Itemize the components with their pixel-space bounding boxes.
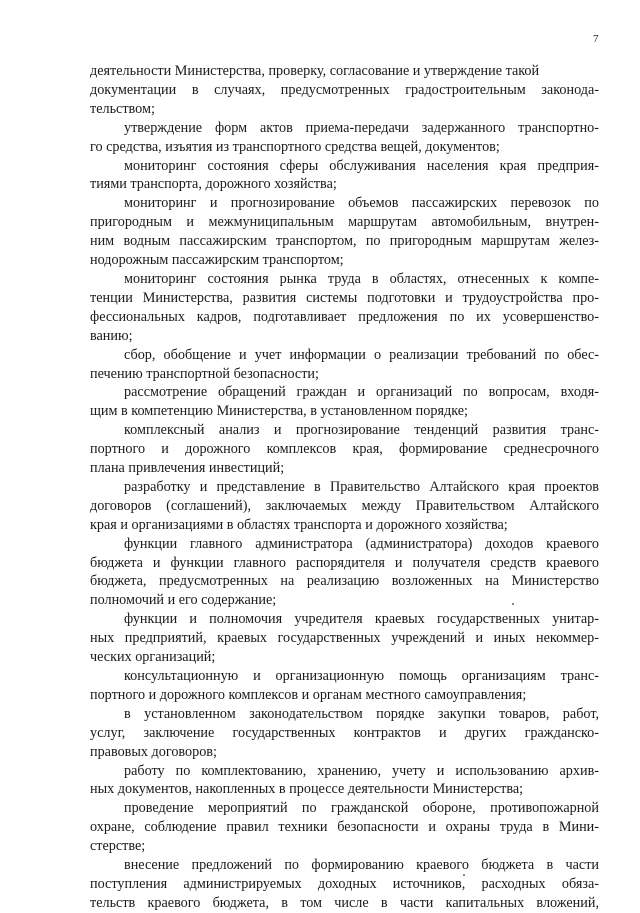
text-line: утверждение форм актов приема-передачи задержанного транспортно- — [124, 119, 599, 136]
text-line: в установленном законодательством порядке закупки товаров, работ, — [124, 705, 599, 722]
text-line: фессиональных кадров, подготавливает предложения по их усовершенство- — [90, 308, 599, 325]
text-line: тельств краевого бюджета, в том числе в части капитальных вложений, — [90, 894, 599, 911]
text-line: печению транспортной безопасности; — [90, 365, 319, 382]
text-line: тельством; — [90, 100, 155, 117]
text-line: ним водным пассажирским транспортом, по пригородным маршрутам желез- — [90, 233, 599, 250]
text-line: комплексный анализ и прогнозирование тенденций развития транс- — [124, 422, 599, 439]
text-line: договоров (соглашений), заключаемых между Правительством Алтайского — [90, 497, 599, 514]
text-line: щим в компетенцию Министерства, в установленном порядке; — [90, 403, 468, 420]
text-line: бюджета, предусмотренных на реализацию возложенных на Министерство — [90, 573, 599, 590]
text-line: ных документов, накопленных в процессе деятельности Министерства; — [90, 781, 524, 798]
text-line: края и организациями в областях транспорта и дорожного хозяйства; — [90, 516, 508, 533]
text-line: поступления администрируемых доходных источников, расходных обяза- — [90, 875, 599, 892]
text-line: ванию; — [90, 327, 133, 344]
text-line: работу по комплектованию, хранению, учету и использованию архив- — [124, 762, 599, 779]
text-line: ческих организаций; — [90, 649, 216, 666]
text-line: функции и полномочия учредителя краевых государственных унитар- — [124, 611, 599, 628]
text-line: правовых договоров; — [90, 743, 217, 760]
text-line: рассмотрение обращений граждан и организаций по вопросам, входя- — [124, 384, 599, 401]
text-line: внесение предложений по формированию краевого бюджета в части — [124, 857, 599, 874]
text-line: охране, соблюдение правил техники безопасности и охраны труда в Мини- — [90, 819, 599, 836]
text-line: консультационную и организационную помощь организациям транс- — [124, 668, 599, 684]
text-line: деятельности Министерства, проверку, согласование и утверждение такой — [90, 63, 540, 79]
text-line: разработку и представление в Правительство Алтайского края проектов — [124, 478, 599, 495]
text-line: пригородным и межмуниципальным маршрутам автомобильным, внутрен- — [90, 214, 599, 231]
text-line: функции главного администратора (администратора) доходов краевого — [124, 535, 599, 552]
text-line: мониторинг и прогнозирование объемов пассажирских перевозок по — [124, 195, 599, 212]
text-line: документации в случаях, предусмотренных градостроительным законода- — [90, 81, 599, 98]
text-line: услуг, заключение государственных контрактов и других гражданско- — [90, 724, 599, 741]
text-line: проведение мероприятий по гражданской обороне, противопожарной — [124, 800, 599, 817]
text-line: стерстве; — [90, 838, 146, 855]
text-line: полномочий и его содержание; — [90, 592, 277, 609]
text-line: ных предприятий, краевых государственных учреждений и иных некоммер- — [90, 630, 599, 647]
scan-speck — [512, 603, 514, 605]
text-line: сбор, обобщение и учет информации о реализации требований по обес- — [124, 346, 599, 363]
text-line: портного и дорожного комплексов и органам местного самоуправления; — [90, 686, 527, 703]
scan-speck — [463, 874, 465, 876]
text-line: портного и дорожного комплексов края, формирование среднесрочного — [90, 441, 599, 458]
text-line: мониторинг состояния рынка труда в областях, отнесенных к компе- — [124, 270, 599, 287]
text-line: нодорожным пассажирским транспортом; — [90, 252, 344, 269]
text-line: бюджета и функции главного распорядителя и получателя средств краевого — [90, 554, 599, 571]
text-line: тенции Министерства, развития системы подготовки и трудоустройства про- — [90, 289, 599, 306]
text-line: плана привлечения инвестиций; — [90, 460, 285, 477]
text-line: тиями транспорта, дорожного хозяйства; — [90, 176, 337, 193]
text-line: мониторинг состояния сферы обслуживания населения края предприя- — [124, 157, 599, 174]
text-line: го средства, изъятия из транспортного средства вещей, документов; — [90, 138, 500, 155]
body-text — [90, 62, 599, 913]
page-number: 7 — [593, 33, 599, 45]
